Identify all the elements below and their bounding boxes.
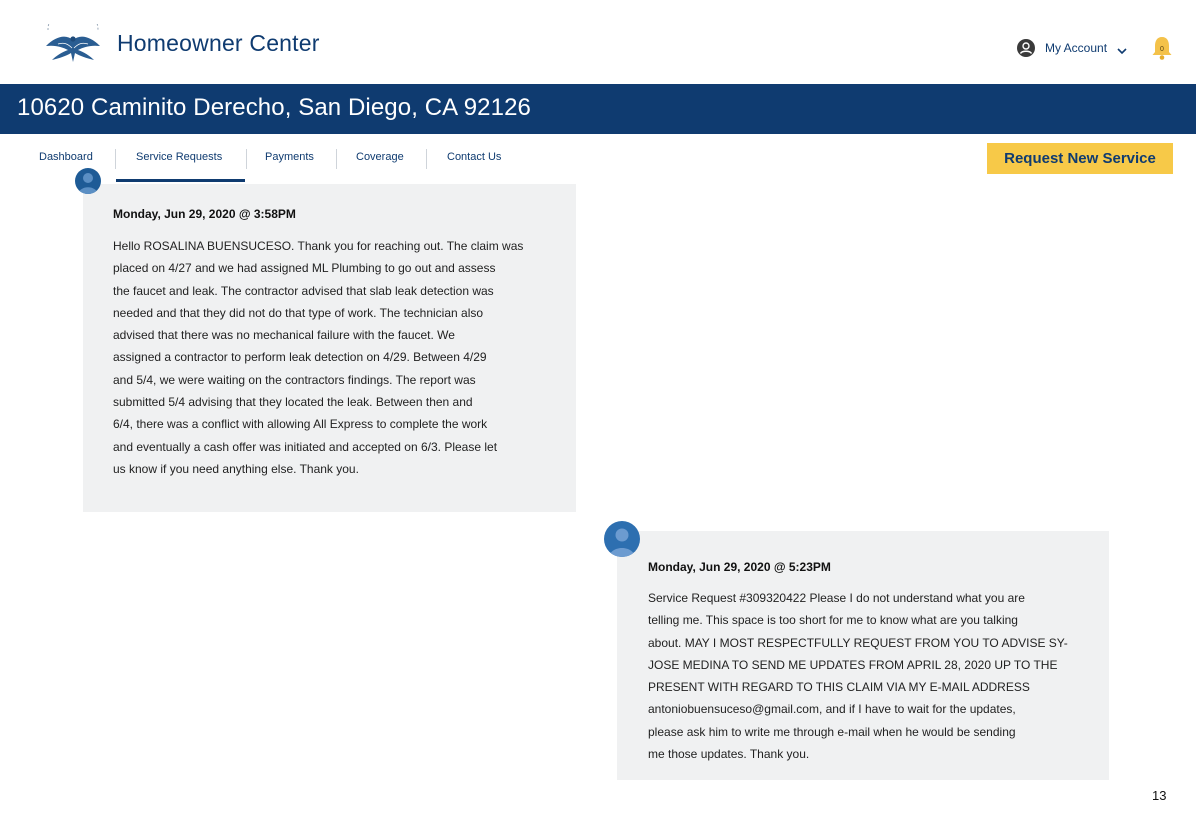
- message-line: submitted 5/4 advising that they located the leak. Between then and: [113, 395, 473, 410]
- message-body: [113, 235, 523, 480]
- property-address: 10620 Caminito Derecho, San Diego, CA 92126: [17, 94, 531, 121]
- tab-divider: [426, 149, 427, 169]
- message-line: me those updates. Thank you.: [648, 747, 810, 762]
- tab-payments[interactable]: Payments: [265, 151, 314, 163]
- property-address-bar: [0, 84, 1196, 134]
- avatar: [604, 521, 640, 557]
- message-line: needed and that they did not do that type of work. The technician also: [113, 305, 484, 320]
- tab-divider: [336, 149, 337, 169]
- my-account-label: My Account: [1045, 41, 1108, 55]
- message-line: please ask him to write me through e-mail when he would be sending: [648, 724, 1016, 739]
- avatar: [75, 168, 101, 194]
- message-line: and 5/4, we were waiting on the contractors findings. The report was: [113, 372, 476, 387]
- tab-dashboard[interactable]: Dashboard: [39, 151, 93, 163]
- active-tab-indicator: [116, 179, 245, 182]
- message-line: the faucet and leak. The contractor advised that slab leak detection was: [113, 283, 494, 298]
- message-timestamp: Monday, Jun 29, 2020 @ 5:23PM: [648, 560, 831, 574]
- message-line: antoniobuensuceso@gmail.com, and if I have to wait for the updates,: [648, 702, 1016, 717]
- message-line: advised that there was no mechanical failure with the faucet. We: [113, 328, 455, 343]
- message-line: Service Request #309320422 Please I do not understand what you are: [648, 591, 1025, 605]
- tab-coverage[interactable]: Coverage: [356, 151, 404, 163]
- page-number: 13: [1152, 788, 1167, 803]
- message-line: JOSE MEDINA TO SEND ME UPDATES FROM APRIL 28, 2020 UP TO THE: [648, 657, 1058, 672]
- message-line: us know if you need anything else. Thank you.: [113, 461, 359, 476]
- request-new-service-button[interactable]: Request New Service: [987, 143, 1173, 174]
- tab-divider: [115, 149, 116, 169]
- tab-service-requests[interactable]: Service Requests: [136, 151, 223, 163]
- my-account-menu[interactable]: [1017, 38, 1127, 58]
- chevron-down-icon: [1117, 44, 1127, 52]
- message-line: assigned a contractor to perform leak detection on 4/29. Between 4/29: [113, 350, 487, 365]
- message-line: telling me. This space is too short for me to know what are you talking: [648, 613, 1018, 628]
- message-line: and eventually a cash offer was initiated and accepted on 6/3. Please let: [113, 439, 498, 454]
- user-circle-icon: [1017, 39, 1035, 57]
- message-line: PRESENT WITH REGARD TO THIS CLAIM VIA MY E-MAIL ADDRESS: [648, 680, 1030, 695]
- message-line: Hello ROSALINA BUENSUCESO. Thank you for reaching out. The claim was: [113, 239, 524, 253]
- notification-count: 0: [1160, 46, 1164, 53]
- message-timestamp: Monday, Jun 29, 2020 @ 3:58PM: [113, 207, 296, 221]
- message-body: [648, 587, 1068, 765]
- bell-icon[interactable]: [1151, 35, 1173, 61]
- brand-title: Homeowner Center: [117, 30, 320, 56]
- tab-divider: [246, 149, 247, 169]
- message-bubble: [617, 531, 1109, 780]
- message-bubble: [83, 184, 576, 512]
- eagle-logo-icon[interactable]: [44, 24, 102, 66]
- app-header: [0, 0, 1196, 84]
- message-line: 6/4, there was a conflict with allowing All Express to complete the work: [113, 417, 488, 432]
- message-line: about. MAY I MOST RESPECTFULLY REQUEST FROM YOU TO ADVISE SY-: [648, 635, 1068, 650]
- tab-contact-us[interactable]: Contact Us: [447, 151, 502, 163]
- message-line: placed on 4/27 and we had assigned ML Plumbing to go out and assess: [113, 261, 496, 276]
